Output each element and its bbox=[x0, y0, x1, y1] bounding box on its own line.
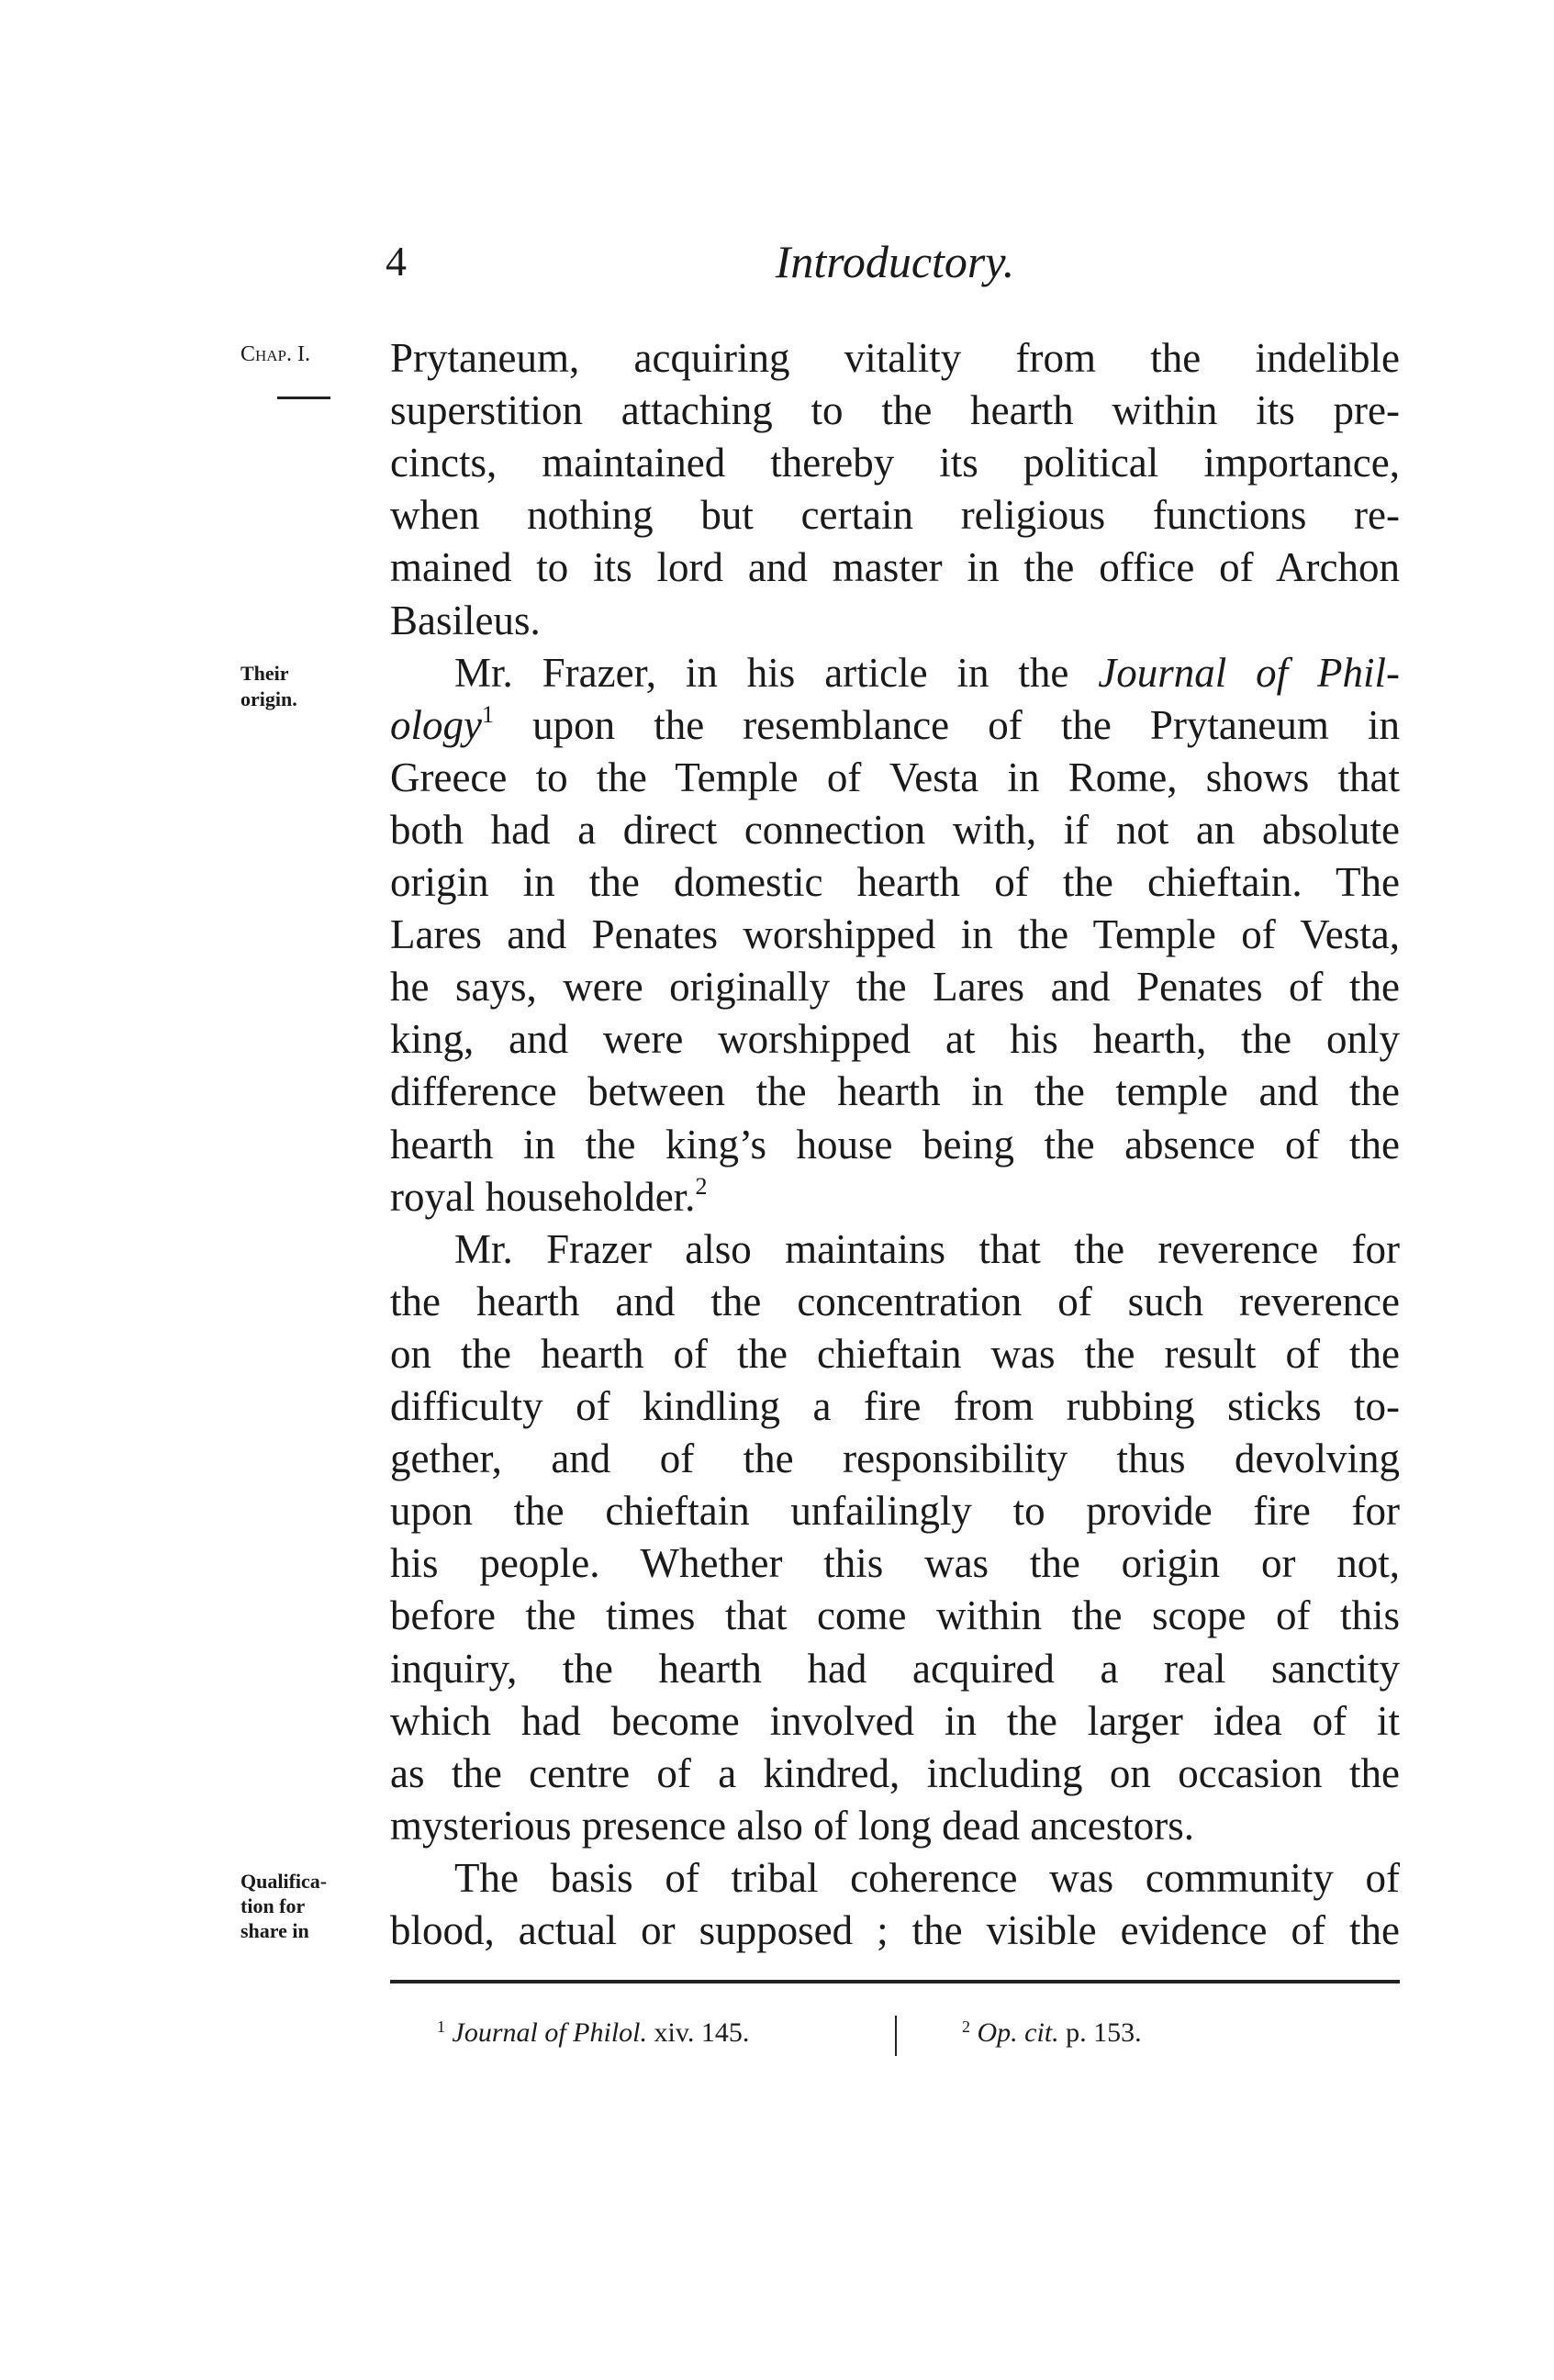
footnote-ref: p. 153. bbox=[1058, 2017, 1142, 2048]
footnote-title: Journal of Philol. bbox=[452, 2017, 647, 2048]
footnote-1 bbox=[437, 2017, 749, 2049]
text-segment: upon the resemblance of the Prytaneum in bbox=[493, 701, 1400, 748]
text-line bbox=[390, 1852, 1400, 1905]
text-segment: Prytaneum, acquiring vitality from the indelible bbox=[390, 335, 1400, 381]
text-segment: Mr. Frazer, in his article in the bbox=[454, 649, 1099, 696]
text-line bbox=[390, 489, 1400, 542]
text-segment: superstition attaching to the hearth within its pre- bbox=[390, 387, 1400, 434]
text-line bbox=[390, 1171, 1400, 1224]
text-line bbox=[390, 699, 1400, 752]
text-line bbox=[390, 1485, 1400, 1537]
footnote-title: Op. cit. bbox=[977, 2017, 1059, 2048]
margin-note-line: tion for bbox=[240, 1894, 306, 1917]
text-segment: ology bbox=[390, 701, 482, 748]
text-line bbox=[390, 1433, 1400, 1485]
text-segment: Lares and Penates worshipped in the Temple of Vesta, bbox=[390, 911, 1400, 958]
text-line bbox=[390, 1905, 1400, 1957]
text-segment: hearth in the king’s house being the absence of the bbox=[390, 1121, 1400, 1168]
text-segment: inquiry, the hearth had acquired a real sanctity bbox=[390, 1645, 1400, 1692]
text-segment: as the centre of a kindred, including on occasion the bbox=[390, 1749, 1400, 1796]
text-segment: gether, and of the responsibility thus devolving bbox=[390, 1436, 1400, 1482]
text-segment: the hearth and the concentration of such reverence bbox=[390, 1278, 1400, 1324]
text-line bbox=[390, 1119, 1400, 1171]
text-line bbox=[390, 385, 1400, 437]
margin-note-line: origin. bbox=[240, 687, 297, 710]
text-line bbox=[390, 1590, 1400, 1642]
text-segment: king, and were worshipped at his hearth, the only bbox=[390, 1016, 1400, 1063]
text-line bbox=[390, 1276, 1400, 1328]
text-segment: which had become involved in the larger idea of it bbox=[390, 1697, 1400, 1744]
margin-note-line: Their bbox=[240, 662, 289, 685]
text-segment: origin in the domestic hearth of the chieftain. The bbox=[390, 859, 1400, 905]
text-segment: difference between the hearth in the temple and the bbox=[390, 1068, 1400, 1115]
text-line bbox=[390, 1748, 1400, 1800]
margin-note-their-origin bbox=[240, 661, 297, 712]
text-segment: blood, actual or supposed ; the visible evidence of the bbox=[390, 1907, 1400, 1953]
text-segment: both had a direct connection with, if not an absolute bbox=[390, 806, 1400, 853]
text-line bbox=[390, 1800, 1400, 1852]
text-line bbox=[390, 595, 1400, 647]
text-line bbox=[390, 1013, 1400, 1066]
text-line bbox=[390, 1066, 1400, 1118]
text-segment: royal householder. bbox=[390, 1173, 696, 1220]
text-line bbox=[390, 1328, 1400, 1380]
text-line bbox=[390, 437, 1400, 489]
text-segment: upon the chieftain unfailingly to provide fire for bbox=[390, 1488, 1400, 1535]
text-line bbox=[390, 1695, 1400, 1748]
footnote-reference: 1 bbox=[481, 700, 494, 728]
text-line bbox=[390, 542, 1400, 594]
margin-chapter-label: Chap. I. bbox=[240, 342, 311, 366]
text-segment: Basileus. bbox=[390, 597, 541, 643]
running-title: Introductory. bbox=[775, 236, 1015, 287]
text-segment: on the hearth of the chieftain was the result of the bbox=[390, 1330, 1400, 1377]
text-line bbox=[390, 752, 1400, 804]
margin-note-qualification bbox=[240, 1869, 327, 1943]
text-segment: difficulty of kindling a fire from rubbing sticks to- bbox=[390, 1383, 1400, 1429]
footnote-mark: 2 bbox=[962, 2017, 970, 2036]
text-segment: mysterious presence also of long dead ancestors. bbox=[390, 1802, 1194, 1849]
text-segment: Journal of Phil- bbox=[1098, 649, 1400, 696]
text-line bbox=[390, 1537, 1400, 1590]
text-segment: his people. Whether this was the origin or not, bbox=[390, 1540, 1400, 1587]
footnote-separator bbox=[895, 2016, 897, 2056]
text-line bbox=[390, 1380, 1400, 1433]
text-line bbox=[390, 647, 1400, 699]
text-line bbox=[390, 856, 1400, 909]
text-segment: mained to its lord and master in the office of Archon bbox=[390, 544, 1400, 591]
text-line bbox=[390, 804, 1400, 856]
margin-note-line: Qualifica- bbox=[240, 1870, 328, 1893]
text-line bbox=[390, 1643, 1400, 1695]
text-line bbox=[390, 961, 1400, 1013]
text-line bbox=[390, 332, 1400, 385]
text-segment: when nothing but certain religious functions re- bbox=[390, 492, 1400, 539]
text-segment: before the times that come within the scope of this bbox=[390, 1592, 1400, 1639]
footnote-rule bbox=[390, 1980, 1400, 1983]
text-segment: The basis of tribal coherence was community of bbox=[454, 1854, 1400, 1901]
text-segment: Mr. Frazer also maintains that the reverence for bbox=[454, 1225, 1400, 1272]
footnote-2 bbox=[962, 2017, 1142, 2049]
footnote-ref: xiv. 145. bbox=[647, 2017, 750, 2048]
text-segment: cincts, maintained thereby its political importance, bbox=[390, 440, 1400, 486]
text-segment: he says, were originally the Lares and Penates of the bbox=[390, 964, 1400, 1011]
page-number: 4 bbox=[386, 238, 407, 285]
footnote-mark: 1 bbox=[437, 2017, 445, 2036]
text-line bbox=[390, 1224, 1400, 1276]
text-segment: Greece to the Temple of Vesta in Rome, shows that bbox=[390, 754, 1400, 800]
margin-note-line: share in bbox=[240, 1919, 309, 1942]
text-line bbox=[390, 909, 1400, 961]
footnote-reference: 2 bbox=[695, 1172, 708, 1200]
chapter-rule bbox=[277, 397, 330, 399]
